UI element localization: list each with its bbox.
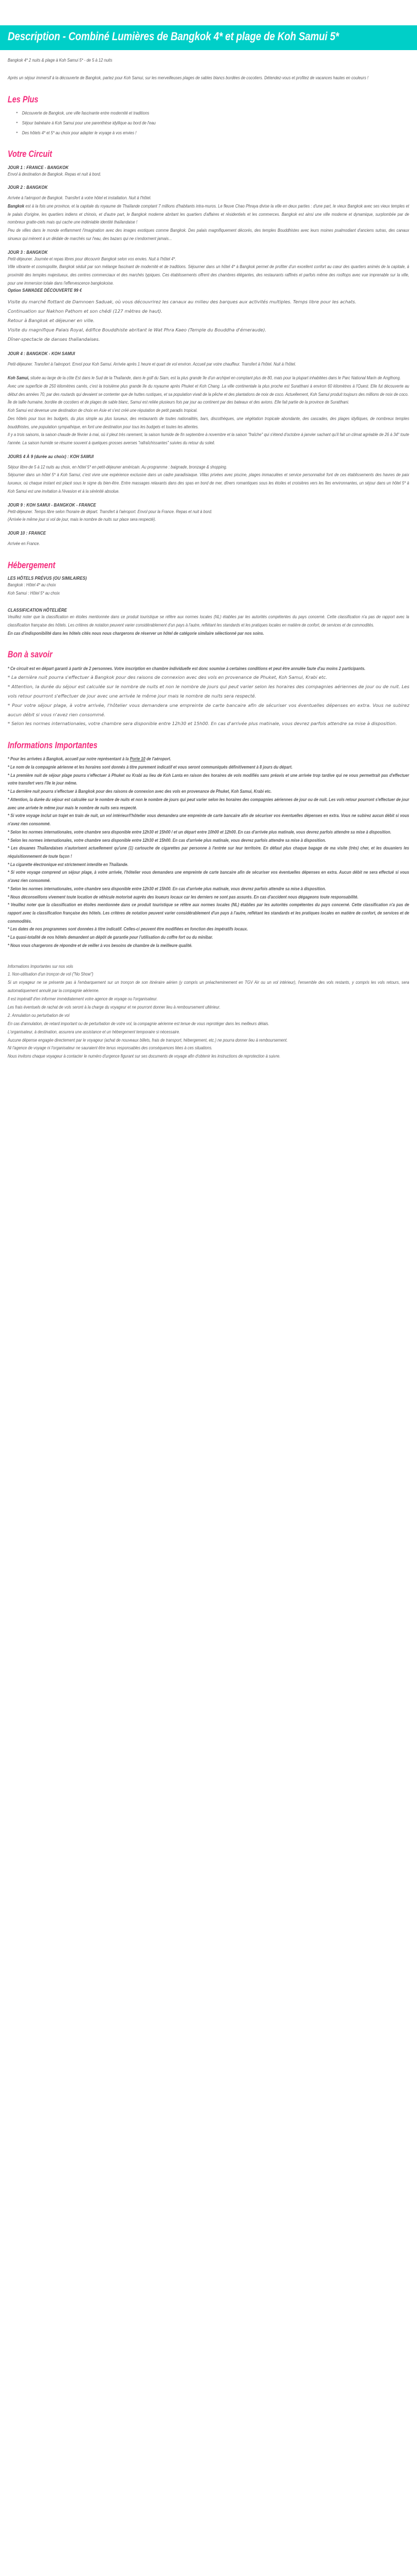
section-heading-hebergement: Hébergement [8,560,56,570]
footer-line: En cas d'annulation, de retard important ou de perturbation de votre vol, la compagnie aérienne est tenue de vous reprotéger dans les meilleurs délais. [8,1021,270,1026]
footer-line: Les frais éventuels de rachat de vols seront à la charge du voyageur et ne pourront donner lieu à remboursement ultérieur. [8,1005,221,1010]
day-paragraph [8,203,409,227]
content-area [0,50,417,1061]
info-gate-prefix: * Pour les arrivées à Bangkok, accueil par notre représentant à la [8,756,130,762]
day-paragraph: Envol à destination de Bangkok. Repas et nuit à bord. [8,171,101,177]
day-paragraph: Arrivée à l'aéroport de Bangkok. Transfert à votre hôtel et installation. Nuit à l'hôtel. [8,195,152,201]
list-item: • Découverte de Bangkok, une ville fascinante entre modernité et traditions [22,110,409,118]
spacer [8,190,409,194]
info-item: * La cigarette électronique est strictement interdite en Thaïlande. [8,862,129,867]
info-item: * Selon les normes internationales, votre chambre sera disponible entre 12h30 et 15h00. En cas d'arrivée plus matinale, vous devrez parfois attendre sa mise à disposition. [8,837,326,843]
day-paragraph [8,374,409,383]
classification-subheading: CLASSIFICATION HÔTELIÈRE [8,607,67,613]
option-line: Retour à Bangkok et déjeuner en ville. [8,318,95,324]
spacer [8,70,409,74]
footer-line: Informations Importantes sur nos vols [8,963,73,969]
day-title: JOUR 9 : KOH SAMUI - BANGKOK - FRANCE [8,502,96,508]
footer-line: Si un voyageur ne se présente pas à l'embarquement sur un tronçon de son itinéraire aérien (y compris un préacheminement en TGV Air ou un vol intérieur), l'ensemble des vols restants, y compris les vols retours, sera automatiquement annulé par la compagnie aérienne. [8,980,409,994]
inline-bold-lead: Koh Samui, [8,375,30,381]
day-paragraph: Séjourner dans un hôtel 5* à Koh Samui, c'est vivre une expérience exclusive dans un cadre paradisiaque. Villas privées avec piscine, plages immaculées et service personnalisé font de ces établissements des havres de paix luxueux, où chaque instant est placé sous le signe du bien-être. Entre massages relaxants dans des spas en bord de mer, dîners romantiques sous les étoiles et croisières vers les îles environnantes, un séjour dans un hôtel 5* à Koh Samui est une invitation à l'évasion et à la sérénité absolue. [8,472,409,494]
footer-line: Aucune dépense engagée directement par le voyageur (achat de nouveaux billets, frais de transport, hébergement, etc.) ne pourra donner lieu à remboursement. [8,1037,288,1043]
footer-line: L'organisateur, à destination, assurera une assistance et un hébergement temporaire si nécessaire. [8,1029,180,1034]
les-plus-list [8,110,409,137]
day-paragraph: Arrivée en France. [8,541,40,546]
day-paragraph: Il y a trois saisons, la saison chaude de février à mai, où il pleut très rarement, la saison humide de fin septembre à novembre et la saison "fraîche" qui s'étend d'octobre à janvier sachant qu'il fait un climat agréable de 26 à 34° toute l'année. La saison humide se résume souvent à quelques grosses averses "rafraîchissantes" suivies du retour du soleil. [8,432,409,445]
day-paragraph: Peu de villes dans le monde enflamment l'imagination avec des images exotiques comme Bangkok. Des palais magnifiquement décorés, des temples Bouddhistes avec leurs moines psalmodiant d'anciens sutras, des canaux sinueux qui mènent à un dédale de marchés sur l'eau, des bazars qui ne s'endorment jamais... [8,228,409,241]
inline-bold-lead: Bangkok [8,203,25,209]
classification-note-bold: En cas d'indisponibilité dans les hôtels cités nous nous chargerons de réserver un hôtel de catégorie similaire sélectionné par nos soins. [8,630,264,636]
hotel-line: Koh Samui : Hôtel 5* au choix [8,590,60,596]
hotels-subheading: LES HÔTELS PRÉVUS (OU SIMILAIRES) [8,575,87,581]
info-item: * Les douanes Thaïlandaises n'autorisent actuellement qu'une (1) cartouche de cigarettes par personne à l'entrée sur leur territoire. En défaut plus chaque bagage de ma visite (très) cher, et les douaniers les réquisitionnement de toute façon ! [8,846,409,859]
footer-line: Ni l'agence de voyage ni l'organisateur ne sauraient être tenus responsables des conséquences liées à ces situations. [8,1045,213,1051]
day-title: JOUR 3 : BANGKOK [8,249,48,255]
spacer [8,293,409,297]
info-item: * La première nuit de séjour plage pourra s'effectuer à Phuket ou Krabi au lieu de Koh Lanta en raison des horaires de vols modifiés sans préavis et une arrivée trop tardive qui ne vous permettrait pas d'effectuer votre transfert vers l'île le jour même. [8,772,409,786]
day-paragraph: Petit-déjeuner. Transfert à l'aéroport. Envol pour Koh Samui. Arrivée après 1 heure et quart de vol environ. Accueil par votre chauffeur. Transfert à l'hôtel. Nuit à l'hôtel. [8,361,297,367]
footer-line: Il est impératif d'en informer immédiatement votre agence de voyage ou l'organisateur. [8,996,158,1002]
spacer [8,50,409,57]
page-title: Description - Combiné Lumières de Bangkok 4* et plage de Koh Samui 5* [8,30,339,43]
day-paragraph: (Arrivée le même jour si vol de jour, mais le nombre de nuits sur place sera respecté). [8,517,156,522]
day-title: JOURS 4 À 9 (durée au choix) : KOH SAMUI [8,453,94,459]
spacer [8,536,409,540]
bon-a-savoir-notes [8,673,409,728]
footer-line: 1. Non-utilisation d'un tronçon de vol ("No Show") [8,972,94,977]
hotel-line: Bangkok : Hôtel 4* au choix [8,582,56,587]
info-item: * Si votre voyage comprend un séjour plage, à votre arrivée, l'hôtelier vous demandera une empreinte de carte bancaire afin de sécuriser vos éventuelles dépenses en extra. Aucun débit ne sera effectué si vous n'avez rien consommé. [8,870,409,884]
day-paragraph: Petit-déjeuner. Temps libre selon l'horaire de départ. Transfert à l'aéroport. Envol pour la France. Repas et nuit à bord. [8,509,212,514]
spacer [8,956,409,963]
option-line: Dîner-spectacle de danses thaïlandaises. [8,336,100,342]
info-item: * Le nom de la compagnie aérienne et les horaires sont donnés à titre purement indicatif et vous seront communiqués définitivement à 8 jours du départ. [8,765,293,770]
info-item-gate [8,755,409,764]
day-paragraph: Des hôtels pour tous les budgets, du plus simple au plus luxueux, des restaurants de toutes nationalités, bars, discothèques, une végétation tropicale abondante, des cascades, des plages idylliques, de nombreux temples bouddhistes, une population sympathique, en font une destination pour tous les budgets et toutes les attentes. [8,416,409,429]
spacer [8,344,409,351]
info-item: * La dernière nuit pourra s'effectuer à Bangkok pour des raisons de connexion avec des vols en provenance de Phuket, Koh Samui, Krabi etc. [8,789,272,794]
day-title: JOUR 10 : FRANCE [8,530,46,536]
info-item: * Si votre voyage inclut un trajet en train de nuit, un vol intérieur/l'hôtelier vous demandera une empreinte de carte bancaire afin de sécuriser vos éventuelles dépenses en extra. Vous ne subirez aucun débit si vous n'avez rien consommé. [8,813,409,827]
page-header-banner [0,25,417,50]
option-title: Option SAWADEE DÉCOUVERTE 99 € [8,287,82,293]
info-item: * La quasi-totalité de nos hôtels demandent un dépôt de garantie pour l'utilisation du coffre fort ou du minibar. [8,935,213,940]
note-item: * Attention, la durée du séjour est calculée sur le nombre de nuits et non le nombre de jours qui peut varier selon les horaires des compagnies aériennes de jour ou de nuit. Les vols retour pourront s'effectuer de jour avec une arrivée le même jour mais le nombre de nuits sera respecté. [8,684,409,699]
section-heading-les-plus: Les Plus [8,95,39,105]
footer-line: 2. Annulation ou perturbation de vol [8,1012,70,1018]
classification-text: Veuillez noter que la classification en étoiles mentionnée dans ce produit touristique se réfère aux normes locales (NL) établies par les autorités compétentes du pays concerné. Cette classification n'a pas de rapport avec la classification française des hôtels. Les critères de notation peuvent varier considérablement d'un pays à l'autre, reflétant les standards et les pratiques locales en matière de confort, de services et de commodités. [8,614,409,628]
info-item: * Selon les normes internationales, votre chambre sera disponible entre 12h30 et 15h00. En cas d'arrivée plus matinale, vous devrez parfois attendre sa mise à disposition. [8,886,326,891]
info-item: * Selon les normes internationales, votre chambre sera disponible entre 12h30 et 15h00 / et un départ entre 10h00 et 12h00. En cas d'arrivée plus matinale, vous devrez parfois attendre sa mise à disposition. [8,829,392,835]
option-line: Visite du magnifique Palais Royal, édifice Bouddhiste abritant le Wat Phra Kaeo (Temple du Bouddha d'émeraude). [8,326,267,333]
option-line: Continuation sur Nakhon Pathom et son chédi (127 mètres de haut). [8,308,163,314]
option-detail-block [8,297,409,344]
note-item-bold: * Ce circuit est en départ garanti à partir de 2 personnes. Votre inscription en chambre individuelle est donc soumise à certaines conditions et peut être annulée faute d'au moins 2 participants. [8,666,366,671]
spacer [8,357,409,361]
list-item: • Des hôtels 4* et 5* au choix pour adapter le voyage à vos envies ! [22,129,409,138]
section-heading-informations-importantes: Informations Importantes [8,740,98,751]
info-item: * Nous déconseillons vivement toute location de véhicule motorisé auprès des loueurs locaux car les derniers ne sont pas assurés. En cas d'accident nous dégageons toute responsabilité. [8,894,359,900]
brochure-page [0,0,417,1069]
day-paragraph-rest: est à la fois une province, et la capitale du royaume de Thaïlande comptant 7 millions d'habitants intra-muros. Le fleuve Chao Phraya divise la ville en deux parties : d'une part, le vieux Bangkok avec ses vieux temples et le palais d'origine, les quartiers indiens et chinois, et d'autre part, le Bangkok moderne abritant les quartiers d'affaires et résidentiels et les commerces. Bangkok est ainsi une ville moderne et dynamique, surplombée par de nombreux gratte-ciels mais qui cache une indéniable identité thaïlandaise ! [8,203,409,225]
day-title: JOUR 1 : FRANCE - BANGKOK [8,164,69,170]
day-paragraph-rest: située au large de la côte Est dans le Sud de la Thaïlande, dans le golf du Siam, est la plus grande île d'un archipel en comptant plus de 80, mais pour la plupart inhabitées dans le Parc National Marin de Angthong. [30,375,401,381]
note-item: * Pour votre séjour plage, à votre arrivée, l'hôtelier vous demandera une empreinte de carte bancaire afin de sécuriser vos éventuelles dépenses en extra. Vous ne subirez aucun débit si vous n'avez rien consommé. [8,702,409,717]
list-item: • Séjour balnéaire à Koh Samui pour une parenthèse idyllique au bord de l'eau [22,119,409,128]
info-item: * Les dates de nos programmes sont données à titre indicatif. Celles-ci peuvent être modifiées en fonction des impératifs locaux. [8,927,248,932]
option-line: Visite du marché flottant de Damnoen Saduak, où vous découvrirez les canaux au milieu des barques aux activités multiples. Temps libre pour les achats. [8,299,356,305]
day-paragraph: Petit-déjeuner. Journée et repas libres pour découvrir Bangkok selon vos envies. Nuit à l'hôtel 4*. [8,256,176,262]
footer-line: Nous invitons chaque voyageur à contacter le numéro d'urgence figurant sur ses documents de voyage afin d'obtenir les instructions de reprotection à suivre. [8,1054,281,1059]
section-heading-votre-circuit: Votre Circuit [8,149,52,160]
note-item: * Selon les normes internationales, votre chambre sera disponible entre 12h30 et 15h00. En cas d'arrivée plus matinale, vous devrez parfois attendre sa mise à disposition. [8,721,397,727]
intro-subtitle: Bangkok 4* 2 nuits & plage à Koh Samui 5* - de 5 à 12 nuits [8,57,113,63]
day-paragraph: Séjour libre de 5 à 12 nuits au choix, en hôtel 5* en petit-déjeuner américain. Au programme : baignade, bronzage & shopping. [8,464,227,470]
top-spacer [0,0,417,25]
intro-paragraph: Après un séjour immersif à la découverte de Bangkok, partez pour Koh Samui, sur les merveilleuses plages de sables blancs bordées de cocotiers. Détendez-vous et profitez de vacances hautes en couleurs ! [8,75,369,81]
footer-fine-print [8,963,409,1061]
note-item: * La dernière nuit pourra s'effectuer à Bangkok pour des raisons de connexion avec des vols en provenance de Phuket, Koh Samui, Krabi etc. [8,674,327,680]
gate-link[interactable]: Porte 10 [130,756,146,762]
day-paragraph: Île de taille humaine, bordée de cocotiers et de plages de sable blanc, Samui est reliée plusieurs fois par jour au continent par des bateaux et des avions. Elle fait partie de la province de Suratthani. [8,400,349,405]
day-paragraph: Avec une superficie de 250 kilomètres carrés, c'est la troisième plus grande île du royaume après Phuket et Koh Chang. La ville continentale la plus proche est Suratthani à environ 60 kilomètres à l'Ouest. Elle fut découverte au début des années 70, par des routards qui devaient se contenter que de huttes rustiques, et sa population vivait de la pêche et des plantations de noix de coco. Actuellement, Koh Samui produit toujours des millions de noix de coco. [8,383,409,397]
spacer [8,460,409,464]
info-item: * Nous vous chargerons de répondre et de veiller à vos besoins de chambre de la meilleure qualité. [8,943,193,948]
info-gate-suffix: de l'aéroport. [145,756,172,762]
day-title: JOUR 2 : BANGKOK [8,184,48,190]
info-item: * Attention, la durée du séjour est calculée sur le nombre de nuits et non le nombre de jours qui peut varier selon les horaires des compagnies aériennes de jour ou de nuit. Les vols retour pourront s'effectuer de jour avec une arrivée le même jour mais le nombre de nuits sera respecté. [8,797,409,810]
spacer [8,603,409,607]
day-paragraph: Ville vibrante et cosmopolite, Bangkok séduit par son mélange fascinant de modernité et de traditions. Séjourner dans un hôtel 4* à Bangkok permet de profiter d'un excellent confort au cœur des quartiers animés de la capitale, à proximité des temples majestueux, des centres commerciaux et des marchés typiques. Ces établissements offrent des chambres élégantes, des restaurants raffinés et parfois même des rooftops avec vue imprenable sur la ville, pour une immersion totale dans l'effervescence bangkokoise. [8,264,409,286]
day-title: JOUR 4 : BANGKOK - KOH SAMUI [8,350,75,356]
day-paragraph: Koh Samui est devenue une destination de choix en Asie et s'est créé une réputation de petit paradis tropical. [8,408,198,413]
info-item: * Veuillez noter que la classification en étoiles mentionnée dans ce produit touristique se réfère aux normes locales (NL) établies par les autorités compétentes du pays concerné. Cette classification n'a pas de rapport avec la classification française des hôtels. Les critères de notation peuvent varier considérablement d'un pays à l'autre, reflétant les standards et les pratiques locales en matière de confort, de services et de commodités. [8,902,409,924]
section-heading-bon-a-savoir: Bon à savoir [8,650,53,660]
